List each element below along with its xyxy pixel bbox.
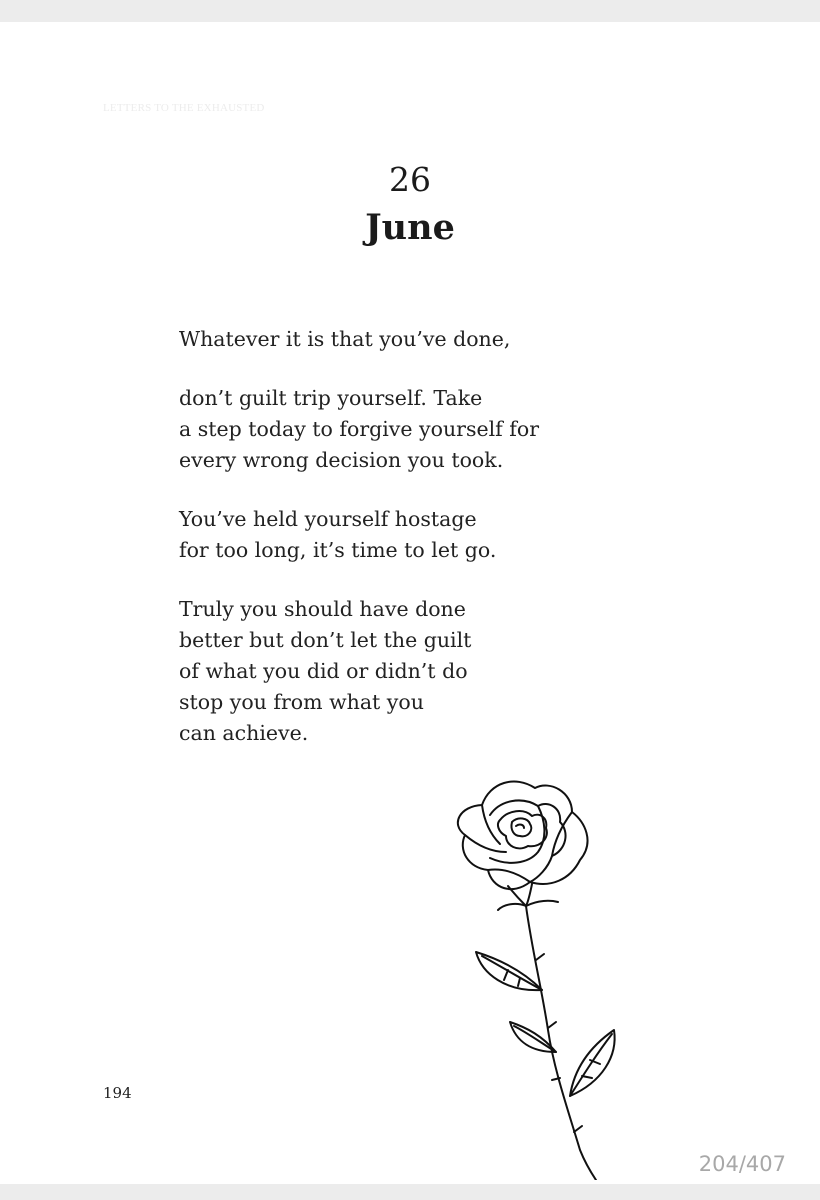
page-month: June xyxy=(365,207,455,248)
poem-stanza xyxy=(179,324,739,355)
poem-stanza xyxy=(179,383,739,476)
poem-line: don’t guilt trip yourself. Take xyxy=(179,386,483,410)
poem-line: better but don’t let the guilt xyxy=(179,628,472,652)
poem-stanza xyxy=(179,594,739,749)
poem-line: can achieve. xyxy=(179,721,309,745)
poem-line: a step today to forgive yourself for xyxy=(179,417,539,441)
poem-body xyxy=(179,324,739,777)
poem-line: Whatever it is that you’ve done, xyxy=(179,327,511,351)
poem-line: Truly you should have done xyxy=(179,597,466,621)
rose-illustration-icon xyxy=(420,760,630,1180)
poem-line: of what you did or didn’t do xyxy=(179,659,468,683)
poem-line: You’ve held yourself hostage xyxy=(179,507,477,531)
poem-line: every wrong decision you took. xyxy=(179,448,504,472)
poem-stanza xyxy=(179,504,739,566)
running-header: LETTERS TO THE EXHAUSTED xyxy=(103,102,265,114)
poem-line: for too long, it’s time to let go. xyxy=(179,538,497,562)
poem-line: stop you from what you xyxy=(179,690,424,714)
page-day: 26 xyxy=(389,160,431,199)
page-number: 194 xyxy=(103,1084,132,1102)
page-counter: 204/407 xyxy=(698,1152,786,1176)
book-page[interactable] xyxy=(0,22,820,1184)
